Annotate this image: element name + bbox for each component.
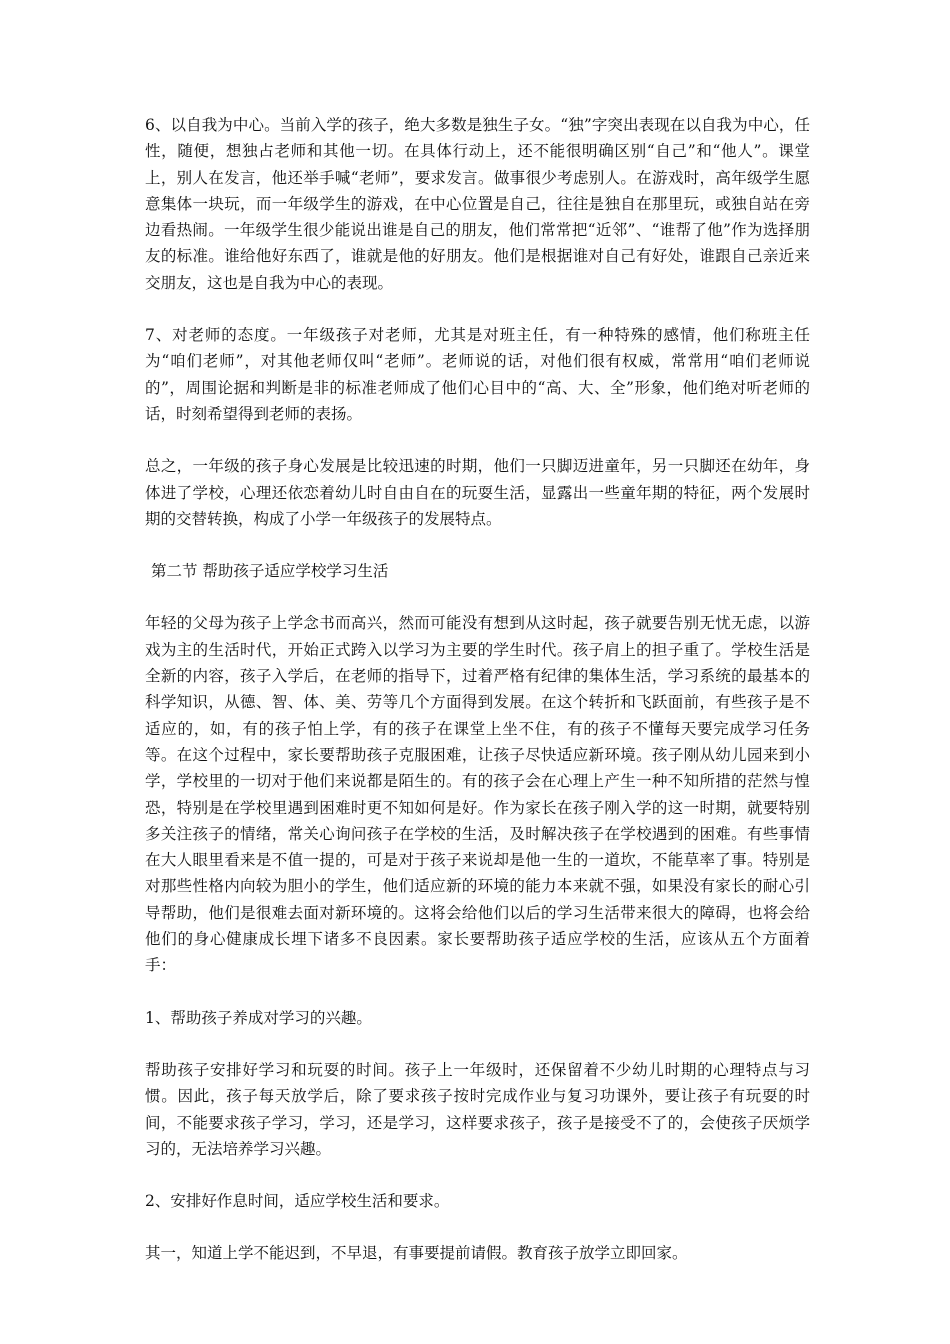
section-body: 年轻的父母为孩子上学念书而高兴，然而可能没有想到从这时起，孩子就要告别无忧无虑，以游戏为主的生活时代，开始正式跨入以学习为主要的学生时代。孩子肩上的担子重了。学校生活是全新的内容，孩子入学后，在老师的指导下，过着严格有纪律的集体生活，学习系统的最基本的科学知识，从德、智、体、美、劳等几个方面得到发展。在这个转折和飞跃面前，有些孩子是不适应的，如，有的孩子怕上学，有的孩子在课堂上坐不住，有的孩子不懂每天要完成学习任务等。在这个过程中，家长要帮助孩子克服困难，让孩子尽快适应新环境。孩子刚从幼儿园来到小学，学校里的一切对于他们来说都是陌生的。有的孩子会在心理上产生一种不知所措的茫然与惶恐，特别是在学校里遇到困难时更不知如何是好。作为家长在孩子刚入学的这一时期，就要特别多关注孩子的情绪，常关心询问孩子在学校的生活，及时解决孩子在学校遇到的困难。有些事情在大人眼里看来是不值一提的，可是对于孩子来说却是他一生的一道坎，不能草率了事。特别是对那些性格内向较为胆小的学生，他们适应新的环境的能力本来就不强，如果没有家长的耐心引导帮助，他们是很难去面对新环境的。这将会给他们以后的学习生活带来很大的障碍，也将会给他们的身心健康成长埋下诸多不良因素。家长要帮助孩子适应学校的生活，应该从五个方面着手： (145, 614, 810, 975)
paragraph-attitude-to-teacher: 7、对老师的态度。一年级孩子对老师，尤其是对班主任，有一种特殊的感情，他们称班主任为“咱们老师”，对其他老师仅叫“老师”。老师说的话，对他们很有权威，常常用“咱们老师说的”，周围论据和判断是非的标准老师成了他们心目中的“高、大、全”形象，他们绝对听老师的话，时刻希望得到老师的表扬。 (145, 326, 810, 423)
paragraph-self-centered: 6、以自我为中心。当前入学的孩子，绝大多数是独生子女。“独”字突出表现在以自我为中心，任性，随便，想独占老师和其他一切。在具体行动上，还不能很明确区别“自己”和“他人”。课堂上，别人在发言，他还举手喊“老师”，要求发言。做事很少考虑别人。在游戏时，高年级学生愿意集体一块玩，而一年级学生的游戏，在中心位置是自己，往往是独自在那里玩，或独自站在旁边看热闹。一年级学生很少能说出谁是自己的朋友，他们常常把“近邻”、“谁帮了他”作为选择朋友的标准。谁给他好东西了，谁就是他的好朋友。他们是根据谁对自己有好处，谁跟自己亲近来交朋友，这也是自我为中心的表现。 (145, 116, 810, 292)
item2-body: 其一，知道上学不能迟到，不早退，有事要提前请假。教育孩子放学立即回家。 (145, 1244, 688, 1263)
item1-body: 帮助孩子安排好学习和玩耍的时间。孩子上一年级时，还保留着不少幼儿时期的心理特点与习惯。因此，孩子每天放学后，除了要求孩子按时完成作业与复习功课外，要让孩子有玩耍的时间，不能要求孩子学习，学习，还是学习，这样要求孩子，孩子是接受不了的，会使孩子厌烦学习的，无法培养学习兴趣。 (145, 1060, 810, 1158)
item2-title: 2、安排好作息时间，适应学校生活和要求。 (145, 1192, 450, 1211)
section-heading: 第二节 帮助孩子适应学校学习生活 (151, 562, 389, 581)
document-page (145, 112, 810, 1293)
paragraph-summary: 总之，一年级的孩子身心发展是比较迅速的时期，他们一只脚迈进童年，另一只脚还在幼年，身体进了学校，心理还依恋着幼儿时自由自在的玩耍生活，显露出一些童年期的特征，两个发展时期的交替转换，构成了小学一年级孩子的发展特点。 (145, 457, 810, 528)
item1-title: 1、帮助孩子养成对学习的兴趣。 (145, 1008, 372, 1027)
